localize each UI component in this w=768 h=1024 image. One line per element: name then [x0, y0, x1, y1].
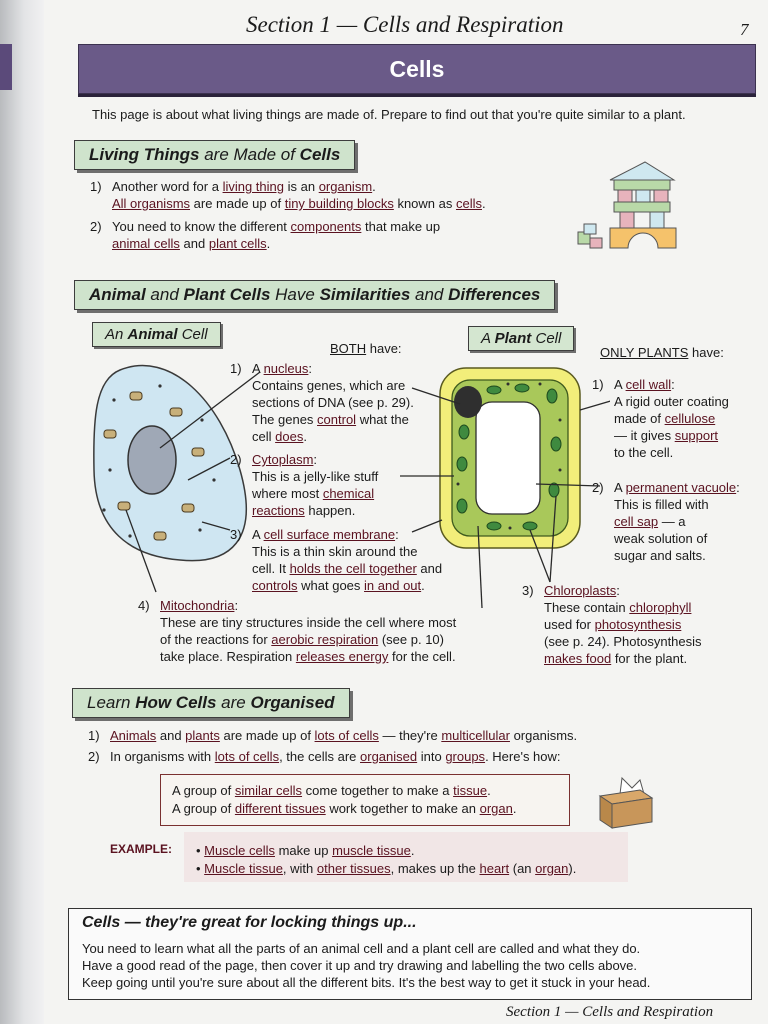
list-number: 2): [88, 749, 100, 764]
mitochondrion: [170, 408, 182, 416]
label-plant-cell: [468, 326, 574, 351]
heading-plain: Learn: [87, 693, 136, 712]
text: have:: [366, 341, 402, 356]
term: permanent vacuole: [625, 480, 737, 495]
list-number: 3): [230, 527, 242, 542]
text: This is filled with: [614, 497, 709, 512]
living-point-2: [90, 218, 440, 252]
dot: [539, 383, 542, 386]
term: Animals: [110, 728, 157, 743]
list-number: 2): [592, 480, 604, 495]
only-plants-word: ONLY PLANTS: [600, 345, 689, 360]
text: An: [105, 326, 128, 343]
text: and: [179, 236, 209, 251]
text: A: [252, 361, 264, 376]
item-membrane: [230, 526, 480, 594]
text: , with: [282, 861, 317, 876]
text: (an: [509, 861, 536, 876]
mitochondria-desc: [138, 614, 508, 665]
only-plants-heading: [600, 344, 724, 361]
item-cytoplasm: [230, 451, 430, 519]
text: Keep going until you're sure about all the different bits. It's the best way to get it stuck in your head.: [82, 975, 651, 990]
dot: [559, 419, 562, 422]
text: weak solution of: [614, 531, 708, 546]
text: A: [614, 480, 626, 495]
cytoplasm-desc: [230, 468, 430, 519]
text: A: [614, 377, 626, 392]
dot: [509, 527, 512, 530]
heading-living-things: [74, 140, 355, 170]
chloroplast: [551, 437, 561, 451]
term: aerobic respiration: [271, 632, 379, 647]
text: — a: [658, 514, 686, 529]
heading-bold: How Cells: [135, 693, 217, 712]
chloroplast: [515, 384, 529, 392]
heading-bold: Organised: [250, 693, 335, 712]
dot: [212, 478, 215, 481]
block: [584, 224, 596, 234]
term: photosynthesis: [594, 617, 682, 632]
text: where most: [252, 486, 323, 501]
heading-plain: are: [216, 693, 251, 712]
example-item-2: • Muscle tissue, with other tissues, makes up the heart (an organ).: [196, 861, 577, 876]
term: components: [290, 219, 362, 234]
chloroplast: [487, 386, 501, 394]
text: Contains genes, which are: [252, 378, 406, 393]
list-number: 1): [88, 728, 100, 743]
text: In organisms with: [110, 749, 215, 764]
text: The genes: [252, 412, 318, 427]
nucleus-desc: [230, 377, 430, 445]
dot: [198, 528, 201, 531]
term: tissue: [453, 783, 488, 798]
term: organism: [318, 179, 373, 194]
text: cell: [252, 429, 276, 444]
text: are made up of: [190, 196, 285, 211]
intro-text: This page is about what living things are made of. Prepare to find out that you're quite similar to a plant.: [92, 107, 686, 122]
term: cellulose: [664, 411, 716, 426]
arch-block: [610, 228, 676, 248]
summary-text: [82, 940, 742, 991]
text: .: [512, 801, 517, 816]
block: [654, 190, 668, 202]
chloroplast: [523, 522, 537, 530]
item-mitochondria: [138, 597, 508, 665]
item-nucleus: [230, 360, 430, 445]
mitochondrion: [154, 532, 166, 540]
term: cells: [455, 196, 482, 211]
term: organ: [535, 861, 569, 876]
list-number: 1): [230, 361, 242, 376]
building-blocks-illustration: [570, 158, 680, 256]
cell-wall-desc: [592, 393, 762, 461]
membrane-desc: [230, 543, 480, 594]
item-chloroplasts: [522, 582, 742, 667]
term: tiny building blocks: [284, 196, 394, 211]
text: (see p. 10): [378, 632, 444, 647]
text: .: [482, 196, 486, 211]
text: You need to know the different: [112, 219, 291, 234]
footer-section-name: Section 1 — Cells and Respiration: [506, 1004, 714, 1020]
text: cell. It: [252, 561, 290, 576]
animal-nucleus: [128, 426, 176, 494]
dot: [457, 483, 460, 486]
text: and: [416, 561, 443, 576]
plant-nucleus: [454, 386, 482, 418]
text: This is a thin skin around the: [252, 544, 418, 559]
title-banner: [78, 44, 756, 97]
text: Plant: [494, 330, 532, 347]
term: support: [674, 428, 719, 443]
text: made of: [614, 411, 665, 426]
text: These are tiny structures inside the cell where most: [160, 615, 457, 630]
text: sections of DNA (see p. 29).: [252, 395, 414, 410]
text: . Here's how:: [485, 749, 561, 764]
term: control: [317, 412, 357, 427]
text: for the cell.: [388, 649, 456, 664]
text: A: [481, 330, 495, 347]
dot: [559, 469, 562, 472]
living-point-1: [90, 178, 486, 212]
section-header-title: Section 1 — Cells and Respiration: [246, 12, 564, 37]
item-cell-wall: [592, 376, 762, 461]
term: Cytoplasm: [252, 452, 314, 467]
list-number: 3): [522, 583, 534, 598]
dot: [200, 418, 203, 421]
organised-point-2: [88, 748, 561, 765]
heading-plain: Have: [270, 285, 320, 304]
list-number: 2): [230, 452, 242, 467]
both-have-heading: [330, 340, 402, 357]
heading-plain-1: are Made of: [199, 145, 300, 164]
text: are made up of: [219, 728, 315, 743]
block: [620, 212, 634, 228]
both-word: BOTH: [330, 341, 367, 356]
text: organisms.: [509, 728, 578, 743]
text: .: [421, 578, 425, 593]
dot: [507, 383, 510, 386]
page-number: 7: [740, 20, 749, 39]
previous-page-tab: [0, 44, 12, 90]
chloroplasts-desc: [522, 599, 742, 667]
summary-title: Cells — they're great for locking things up...: [82, 914, 417, 931]
plant-vacuole: [476, 402, 540, 514]
term: chlorophyll: [629, 600, 692, 615]
heading-plain: and: [145, 285, 184, 304]
text: take place. Respiration: [160, 649, 296, 664]
text: , the cells are: [279, 749, 361, 764]
dot: [112, 398, 115, 401]
block: [650, 212, 664, 228]
term: groups: [445, 749, 486, 764]
term: Chloroplasts: [544, 583, 617, 598]
term: plant cells: [208, 236, 267, 251]
heading-bold: Animal: [89, 285, 146, 304]
text: that make up: [361, 219, 441, 234]
term: similar cells: [234, 783, 303, 798]
text: for the plant.: [611, 651, 688, 666]
block: [614, 180, 670, 190]
tissue-box-icon: [596, 774, 656, 830]
dot: [128, 534, 131, 537]
text: to the cell.: [614, 445, 674, 460]
text: into: [417, 749, 446, 764]
text: :: [308, 361, 313, 376]
term: in and out: [364, 578, 422, 593]
heading-plain: and: [410, 285, 449, 304]
chloroplast: [487, 522, 501, 530]
text: Animal: [127, 326, 178, 343]
term: plants: [185, 728, 220, 743]
dot: [158, 384, 161, 387]
mitochondrion: [104, 430, 116, 438]
text: known as: [393, 196, 456, 211]
chloroplast: [547, 389, 557, 403]
label-animal-cell: [92, 322, 221, 347]
heading-bold: Similarities: [319, 285, 411, 304]
heading-organised: [72, 688, 350, 718]
term: makes food: [544, 651, 612, 666]
term: reactions: [252, 503, 305, 518]
text: :: [234, 598, 239, 613]
term: heart: [479, 861, 510, 876]
text: Cell: [177, 326, 208, 343]
text: :: [395, 527, 399, 542]
term: controls: [252, 578, 298, 593]
block: [614, 202, 670, 212]
text: A group of: [172, 783, 235, 798]
text: Another word for a: [112, 179, 223, 194]
term: different tissues: [234, 801, 326, 816]
text: Have a good read of the page, then cover it up and try drawing and labelling the two cells above.: [82, 958, 638, 973]
block: [636, 190, 650, 202]
text: .: [410, 843, 415, 858]
heading-bold: Differences: [448, 285, 541, 304]
term: nucleus: [263, 361, 309, 376]
list-number: 1): [592, 377, 604, 392]
term: muscle tissue: [332, 843, 411, 858]
list-number: 1): [90, 179, 102, 194]
text: :: [736, 480, 740, 495]
box-line-organ: [172, 800, 517, 817]
example-label: EXAMPLE:: [110, 842, 173, 856]
term: multicellular: [441, 728, 510, 743]
term: cell sap: [614, 514, 659, 529]
term: living thing: [222, 179, 284, 194]
text: make up: [274, 843, 333, 858]
vacuole-desc: [592, 496, 762, 564]
dot: [102, 508, 105, 511]
text: of the reactions for: [160, 632, 272, 647]
book-spine: [0, 0, 44, 1024]
text: happen.: [304, 503, 356, 518]
term: Mitochondria: [160, 598, 235, 613]
text: Cell: [531, 330, 562, 347]
heading-bold-1: Living Things: [89, 145, 200, 164]
page-title: Cells: [389, 56, 445, 82]
text: is an: [284, 179, 319, 194]
term: Muscle tissue: [204, 861, 283, 876]
mitochondrion: [182, 504, 194, 512]
text: .: [303, 429, 307, 444]
list-number: 4): [138, 598, 150, 613]
text: A group of: [172, 801, 235, 816]
text: and: [156, 728, 186, 743]
text: sugar and salts.: [614, 548, 706, 563]
text: ).: [568, 861, 577, 876]
text: :: [313, 452, 318, 467]
list-number: 2): [90, 219, 102, 234]
term: other tissues: [316, 861, 391, 876]
text: come together to make a: [302, 783, 454, 798]
text: A rigid outer coating: [614, 394, 729, 409]
text: work together to make an: [325, 801, 480, 816]
box-line-tissue: [172, 782, 491, 799]
term: releases energy: [295, 649, 389, 664]
text: (see p. 24). Photosynthesis: [544, 634, 702, 649]
text: have:: [688, 345, 724, 360]
term: holds the cell together: [289, 561, 417, 576]
term: lots of cells: [214, 749, 280, 764]
mitochondrion: [192, 448, 204, 456]
text: A: [252, 527, 264, 542]
heading-bold: Plant Cells: [183, 285, 271, 304]
block: [618, 190, 632, 202]
text: These contain: [544, 600, 630, 615]
term: organised: [360, 749, 418, 764]
organised-point-1: [88, 727, 577, 744]
mitochondrion: [130, 392, 142, 400]
text: what goes: [297, 578, 365, 593]
heading-similarities: [74, 280, 555, 310]
term: organ: [479, 801, 513, 816]
text: — they're: [378, 728, 442, 743]
text: .: [487, 783, 491, 798]
text: :: [671, 377, 675, 392]
item-vacuole: [592, 479, 762, 564]
term: lots of cells: [314, 728, 379, 743]
text: :: [616, 583, 620, 598]
text: .: [372, 179, 376, 194]
text: You need to learn what all the parts of an animal cell and a plant cell are called and what they do.: [82, 941, 641, 956]
dot: [108, 468, 111, 471]
text: .: [266, 236, 271, 251]
text: This is a jelly-like stuff: [252, 469, 379, 484]
text: , makes up the: [390, 861, 480, 876]
mitochondrion: [118, 502, 130, 510]
term: does: [275, 429, 304, 444]
example-item-1: • Muscle cells make up muscle tissue.: [196, 843, 415, 858]
term: cell wall: [625, 377, 672, 392]
text: used for: [544, 617, 595, 632]
chloroplast: [459, 425, 469, 439]
term: cell surface membrane: [263, 527, 396, 542]
chloroplast: [457, 457, 467, 471]
term: Muscle cells: [204, 843, 275, 858]
roof-block: [610, 162, 674, 180]
text: — it gives: [614, 428, 675, 443]
chloroplast: [457, 499, 467, 513]
term: animal cells: [112, 236, 180, 251]
term: chemical: [322, 486, 375, 501]
block: [590, 238, 602, 248]
text: what the: [356, 412, 409, 427]
term: All organisms: [112, 196, 191, 211]
heading-bold-2: Cells: [299, 145, 341, 164]
